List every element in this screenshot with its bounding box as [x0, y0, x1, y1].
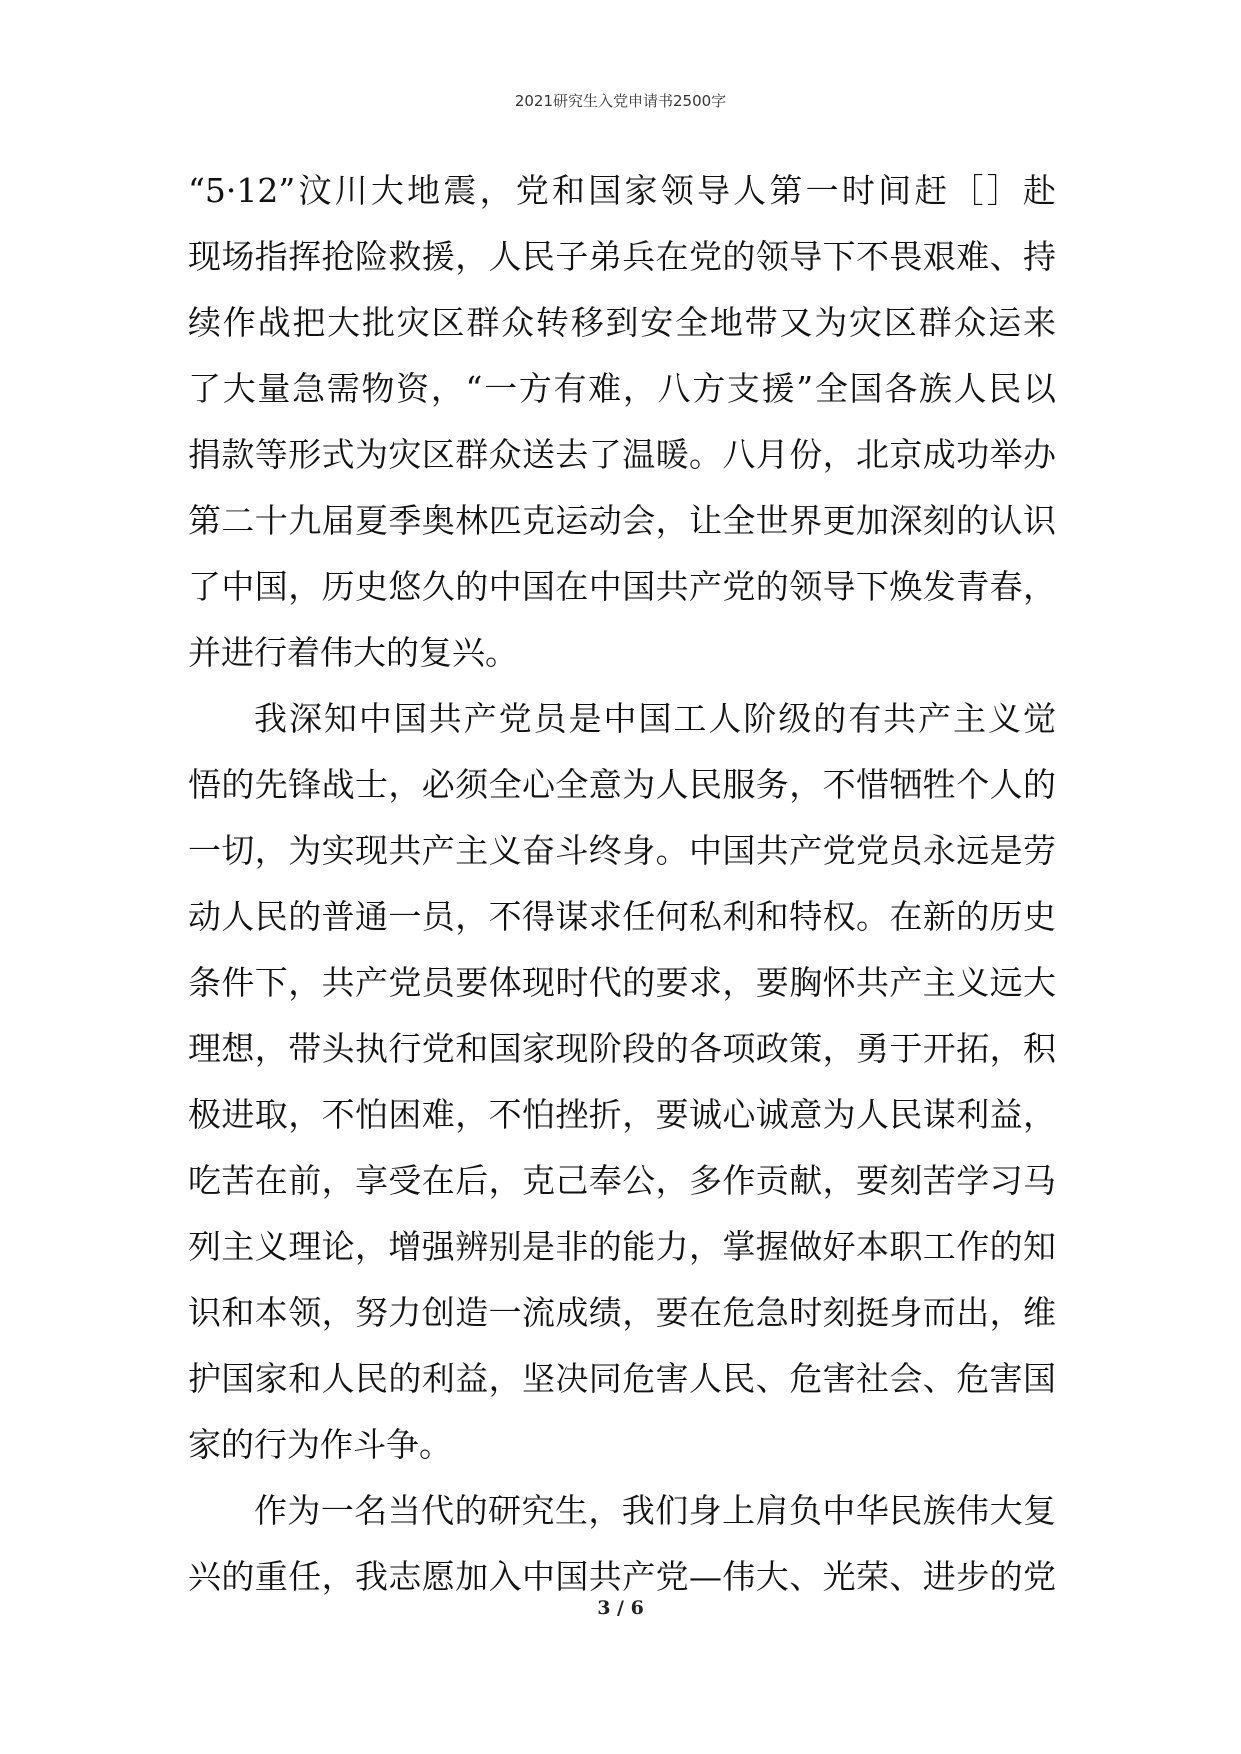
text-line: 悟的先锋战士，必须全心全意为人民服务，不惜牺牲个人的: [188, 765, 1056, 804]
paragraph-3: [188, 1478, 1056, 1610]
text-line: 家的行为作斗争。: [188, 1425, 452, 1464]
text-line: 理想，带头执行党和国家现阶段的各项政策，勇于开拓，积: [188, 1029, 1056, 1068]
text-line: 并进行着伟大的复兴。: [188, 633, 518, 672]
text-line: 识和本领，努力创造一流成绩，要在危急时刻挺身而出，维: [188, 1293, 1056, 1332]
text-line: 条件下，共产党员要体现时代的要求，要胸怀共产主义远大: [188, 963, 1056, 1002]
text-line: 护国家和人民的利益，坚决同危害人民、危害社会、危害国: [188, 1359, 1056, 1398]
text-line: 现场指挥抢险救援，人民子弟兵在党的领导下不畏艰难、持: [188, 237, 1056, 276]
text-line: “5·12”汶川大地震，党和国家领导人第一时间赶［］赴: [188, 171, 1056, 210]
text-line: 第二十九届夏季奥林匹克运动会，让全世界更加深刻的认识: [188, 501, 1056, 540]
text-line: 了大量急需物资，“一方有难，八方支援”全国各族人民以: [188, 369, 1056, 408]
text-line: 我深知中国共产党员是中国工人阶级的有共产主义觉: [254, 699, 1056, 738]
text-line: 列主义理论，增强辨别是非的能力，掌握做好本职工作的知: [188, 1227, 1056, 1266]
page-number: 3 / 6: [597, 1597, 644, 1619]
paragraph-2: [188, 686, 1056, 1478]
text-line: 极进取，不怕困难，不怕挫折，要诚心诚意为人民谋利益，: [188, 1095, 1056, 1134]
text-line: 捐款等形式为灾区群众送去了温暖。八月份，北京成功举办: [188, 435, 1056, 474]
document-body: [188, 158, 1056, 1610]
text-line: 了中国，历史悠久的中国在中国共产党的领导下焕发青春，: [188, 567, 1056, 606]
paragraph-1: [188, 158, 1056, 686]
text-line: 兴的重任，我志愿加入中国共产党—伟大、光荣、进步的党: [188, 1557, 1056, 1596]
text-line: 动人民的普通一员，不得谋求任何私利和特权。在新的历史: [188, 897, 1056, 936]
text-line: 一切，为实现共产主义奋斗终身。中国共产党党员永远是劳: [188, 831, 1056, 870]
page-header: 2021研究生入党申请书2500字: [514, 92, 727, 110]
text-line: 续作战把大批灾区群众转移到安全地带又为灾区群众运来: [188, 303, 1056, 342]
text-line: 作为一名当代的研究生，我们身上肩负中华民族伟大复: [254, 1491, 1056, 1530]
text-line: 吃苦在前，享受在后，克己奉公，多作贡献，要刻苦学习马: [188, 1161, 1056, 1200]
